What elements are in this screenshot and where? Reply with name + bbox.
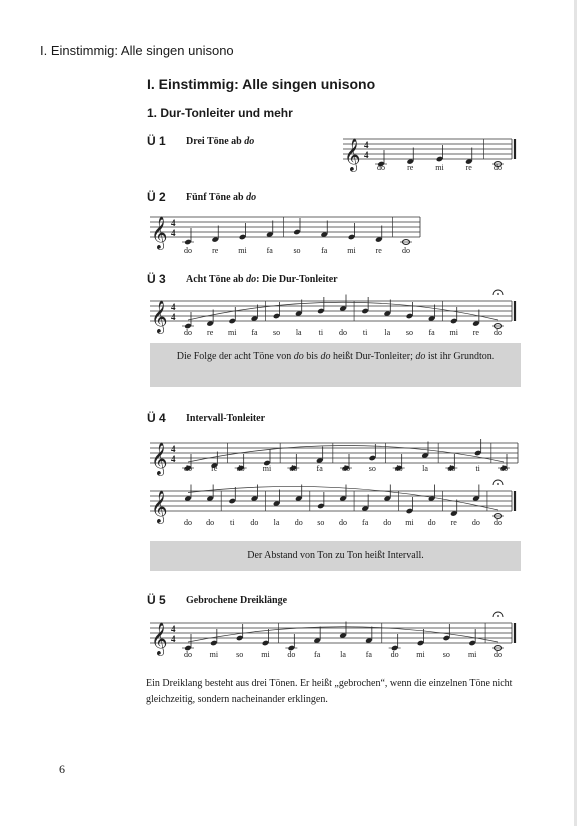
solfege-syllable: la bbox=[422, 464, 428, 473]
time-signature-bottom: 4 bbox=[171, 454, 176, 464]
solfege-syllable: do bbox=[287, 650, 296, 659]
solfege-syllable: re bbox=[450, 518, 457, 527]
exercise-number-4: Ü 4 bbox=[147, 411, 166, 425]
solfege-syllable: re bbox=[212, 246, 219, 255]
solfege-syllable: do bbox=[471, 518, 480, 527]
time-signature-top: 4 bbox=[171, 218, 176, 228]
solfege-syllable: do bbox=[377, 163, 385, 172]
solfege-syllable: mi bbox=[435, 163, 444, 172]
solfege-syllable: la bbox=[273, 518, 280, 527]
solfege-syllable: do bbox=[294, 518, 303, 527]
info-text: ist ihr Grundton. bbox=[425, 351, 495, 362]
info-text: heißt Dur-Tonleiter; bbox=[330, 351, 416, 362]
solfege-syllable: mi bbox=[405, 518, 414, 527]
solfege-syllable: re bbox=[472, 328, 479, 337]
time-signature-bottom: 4 bbox=[171, 634, 176, 644]
solfege-syllable: do bbox=[184, 518, 192, 527]
solfege-syllable: fa bbox=[428, 328, 435, 337]
solfege-syllable: do bbox=[494, 163, 502, 172]
title-text: Drei Töne ab bbox=[186, 136, 245, 147]
solfege-syllable: do bbox=[342, 464, 350, 473]
solfege-syllable: ti bbox=[230, 518, 235, 527]
solfege-syllable: so bbox=[293, 246, 301, 255]
solfege-syllable: re bbox=[375, 246, 382, 255]
solfege-syllable: do bbox=[250, 518, 259, 527]
time-signature-bottom: 4 bbox=[171, 228, 176, 238]
body-text: Ein Dreiklang besteht aus drei Tönen. Er heißt „gebrochen“, wenn die einzelnen Töne nicht gleichzeitig, sondern nacheinander erklingen. bbox=[146, 678, 513, 705]
time-signature-top: 4 bbox=[171, 302, 176, 312]
solfege-syllable: do bbox=[184, 246, 192, 255]
solfege-syllable: mi bbox=[467, 650, 477, 659]
solfege-syllable: do bbox=[206, 518, 215, 527]
solfege-syllable: fa bbox=[321, 246, 328, 255]
solfege-syllable: mi bbox=[209, 650, 219, 659]
solfege-syllable: so bbox=[442, 650, 450, 659]
info-box-interval: Der Abstand von Ton zu Ton heißt Intervall. bbox=[150, 541, 521, 571]
time-signature-top: 4 bbox=[171, 444, 176, 454]
solfege-syllable: so bbox=[405, 328, 413, 337]
section-title: I. Einstimmig: Alle singen unisono bbox=[147, 76, 376, 92]
exercise-number-3: Ü 3 bbox=[147, 272, 166, 286]
time-signature-bottom: 4 bbox=[364, 150, 369, 160]
exercise-number-1: Ü 1 bbox=[147, 134, 166, 148]
solfege-syllable: fa bbox=[266, 246, 273, 255]
solfege-syllable: so bbox=[317, 518, 325, 527]
solfege-syllable: do bbox=[494, 650, 502, 659]
time-signature-top: 4 bbox=[364, 140, 369, 150]
time-signature-top: 4 bbox=[171, 624, 176, 634]
solfege-syllable: do bbox=[427, 518, 436, 527]
subsection-title: 1. Dur-Tonleiter und mehr bbox=[147, 106, 293, 120]
solfege-syllable: re bbox=[407, 163, 414, 172]
info-solfege: do bbox=[293, 351, 304, 362]
solfege-syllable: so bbox=[368, 464, 376, 473]
running-head: I. Einstimmig: Alle singen unisono bbox=[40, 43, 234, 58]
solfege-syllable: re bbox=[211, 464, 218, 473]
title-text: Acht Töne ab bbox=[186, 274, 247, 285]
info-text: Die Folge der acht Töne von bbox=[176, 351, 294, 362]
page-number: 6 bbox=[59, 762, 65, 776]
solfege-syllable: mi bbox=[449, 328, 458, 337]
solfege-syllable: mi bbox=[262, 464, 272, 473]
treble-clef-icon: 𝄞 bbox=[151, 300, 168, 333]
title-text: Intervall-Tonleiter bbox=[186, 413, 266, 424]
solfege-syllable: so bbox=[236, 650, 244, 659]
solfege-syllable: mi bbox=[261, 650, 270, 659]
solfege-syllable: do bbox=[339, 518, 347, 527]
exercise-number-5: Ü 5 bbox=[147, 593, 166, 607]
solfege-syllable: re bbox=[465, 163, 472, 172]
title-text: Fünf Töne ab bbox=[186, 192, 247, 203]
treble-clef-icon: 𝄞 bbox=[151, 216, 168, 249]
solfege-syllable: do bbox=[339, 328, 347, 337]
solfege-syllable: re bbox=[207, 328, 214, 337]
solfege-syllable: so bbox=[273, 328, 281, 337]
solfege-syllable: la bbox=[340, 650, 346, 659]
solfege-syllable: do bbox=[390, 650, 399, 659]
solfege-syllable: do bbox=[383, 518, 392, 527]
info-text: bis bbox=[303, 351, 321, 362]
solfege-syllable: do bbox=[184, 328, 192, 337]
title-solfege: do bbox=[246, 192, 257, 203]
treble-clef-icon: 𝄞 bbox=[151, 622, 168, 655]
solfege-syllable: mi bbox=[228, 328, 237, 337]
solfege-syllable: fa bbox=[365, 650, 372, 659]
solfege-syllable: fa bbox=[316, 464, 323, 473]
solfege-syllable: fa bbox=[251, 328, 258, 337]
solfege-syllable: la bbox=[295, 328, 302, 337]
solfege-syllable: fa bbox=[362, 518, 369, 527]
fermata-dot bbox=[497, 293, 499, 295]
solfege-syllable: do bbox=[289, 464, 298, 473]
solfege-syllable: do bbox=[500, 464, 508, 473]
fermata-dot bbox=[497, 483, 499, 485]
info-box-scale bbox=[150, 343, 521, 387]
solfege-syllable: do bbox=[184, 650, 192, 659]
fermata-dot bbox=[497, 615, 499, 617]
solfege-syllable: do bbox=[236, 464, 245, 473]
solfege-syllable: do bbox=[494, 328, 502, 337]
treble-clef-icon: 𝄞 bbox=[344, 138, 361, 171]
solfege-syllable: do bbox=[402, 246, 410, 255]
title-solfege: do bbox=[244, 136, 255, 147]
solfege-syllable: do bbox=[494, 518, 502, 527]
info-solfege: do bbox=[320, 351, 331, 362]
title-text: Gebrochene Dreiklänge bbox=[186, 595, 288, 606]
title-solfege: do bbox=[246, 274, 257, 285]
treble-clef-icon: 𝄞 bbox=[151, 490, 168, 523]
solfege-syllable: mi bbox=[238, 246, 247, 255]
solfege-syllable: do bbox=[184, 464, 192, 473]
solfege-syllable: mi bbox=[416, 650, 425, 659]
time-signature-bottom: 4 bbox=[171, 312, 176, 322]
solfege-syllable: mi bbox=[347, 246, 356, 255]
solfege-syllable: do bbox=[394, 464, 403, 473]
info-solfege: do bbox=[415, 351, 426, 362]
solfege-syllable: fa bbox=[314, 650, 321, 659]
solfege-syllable: ti bbox=[318, 328, 324, 337]
solfege-syllable: do bbox=[447, 464, 456, 473]
solfege-syllable: ti bbox=[362, 328, 368, 337]
title-rest: : Die Dur-Tonleiter bbox=[256, 274, 338, 285]
solfege-syllable: la bbox=[384, 328, 391, 337]
exercise-number-2: Ü 2 bbox=[147, 190, 166, 204]
treble-clef-icon: 𝄞 bbox=[151, 442, 168, 475]
solfege-syllable: ti bbox=[475, 464, 480, 473]
